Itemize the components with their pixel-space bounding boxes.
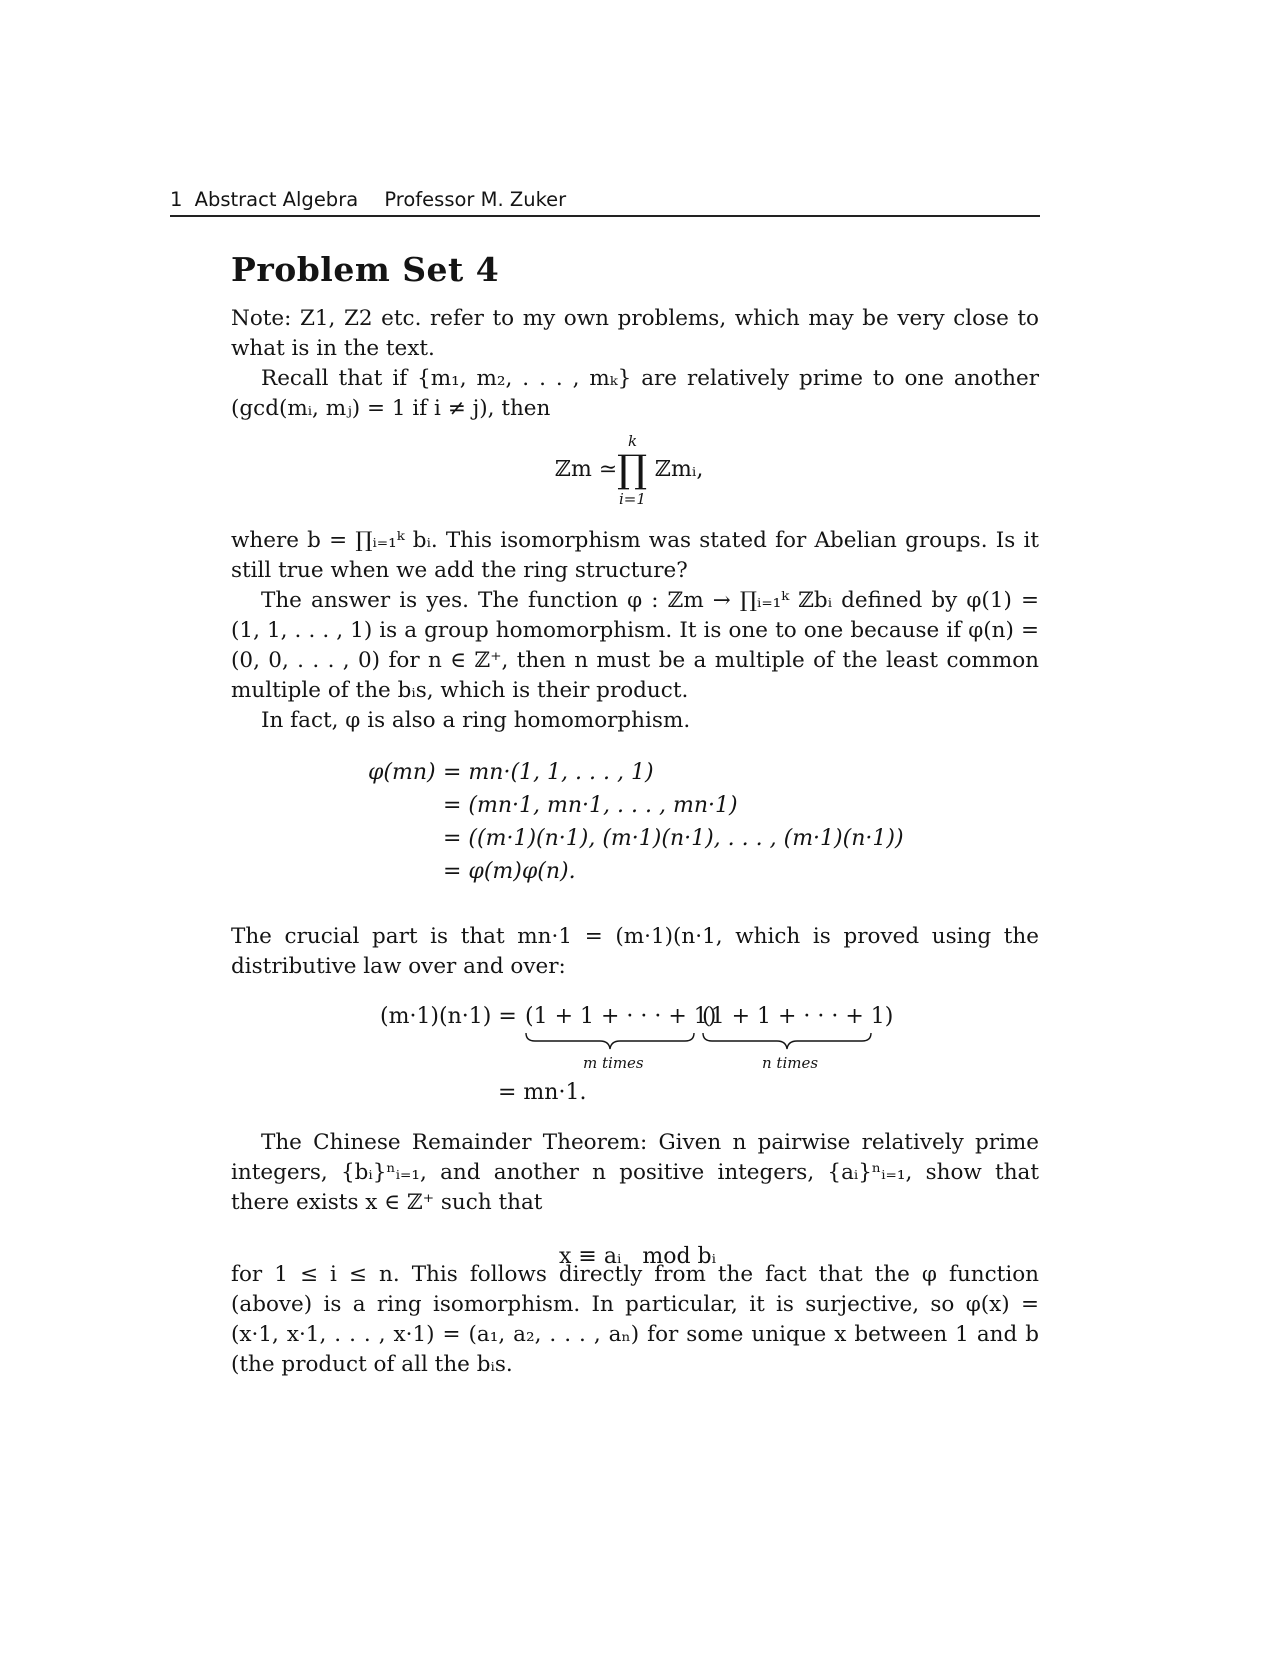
crucial-paragraph: The crucial part is that mn·1 = (m·1)(n·1, which is proved using the distributive law over and over: bbox=[231, 924, 1039, 979]
answer-block bbox=[231, 526, 1039, 736]
crt-paragraph: The Chinese Remainder Theorem: Given n pairwise relatively prime integers, {bᵢ}ⁿᵢ₌₁, and another n positive integers, {aᵢ}ⁿᵢ₌₁, show that there exists x ∈ ℤ⁺ such that bbox=[231, 1130, 1039, 1215]
final-paragraph: for 1 ≤ i ≤ n. This follows directly from the fact that the φ function (above) is a ring isomorphism. In particular, it is surjective, so φ(x) = (x·1, x·1, . . . , x·1) = (a₁, a₂, . . . , aₙ) for some unique x between 1 and b (the product of all the bᵢs. bbox=[231, 1262, 1039, 1377]
page-title: Problem Set 4 bbox=[231, 250, 500, 289]
distributive-lhs: (m·1)(n·1) = bbox=[380, 1004, 517, 1029]
where-paragraph: where b = ∏ᵢ₌₁ᵏ bᵢ. This isomorphism was stated for Abelian groups. Is it still true when we add the ring structure? bbox=[231, 528, 1039, 583]
product-lower-limit: i=1 bbox=[619, 490, 646, 508]
repeated-sum-n: (1 + 1 + · · · + 1) bbox=[702, 1004, 894, 1029]
product-symbol: ∏ bbox=[617, 447, 648, 491]
equation-rhs: ℤmᵢ, bbox=[655, 457, 704, 482]
underbrace-label-m: m times bbox=[583, 1054, 644, 1072]
crt-block bbox=[231, 1128, 1039, 1218]
page-number: 1 bbox=[170, 188, 183, 211]
derivation-lhs: φ(mn) bbox=[368, 760, 436, 785]
header-rule bbox=[170, 215, 1040, 217]
answer-paragraph: The answer is yes. The function φ : ℤm → ∏ᵢ₌₁ᵏ ℤbᵢ defined by φ(1) = (1, 1, . . . , 1) is a group homomorphism. It is one to one because if φ(n) = (0, 0, . . . , 0) for n ∈ ℤ⁺, then n must be a multiple of the least common multiple of the bᵢs, which is their product. bbox=[231, 588, 1039, 703]
derivation-line: = φ(m)φ(n). bbox=[443, 859, 576, 884]
underbrace-label-n: n times bbox=[762, 1054, 819, 1072]
equation-product-iso bbox=[555, 432, 755, 512]
derivation-line: = ((m·1)(n·1), (m·1)(n·1), . . . , (m·1)(n·1)) bbox=[443, 826, 904, 851]
final-block bbox=[231, 1260, 1039, 1380]
aligned-derivation bbox=[368, 760, 928, 890]
distributive-result: = mn·1. bbox=[498, 1080, 587, 1105]
crucial-block bbox=[231, 922, 1039, 982]
underbrace-n bbox=[702, 1032, 872, 1050]
recall-paragraph: Recall that if {m₁, m₂, . . . , mₖ} are relatively prime to one another (gcd(mᵢ, mⱼ) = 1 if i ≠ j), then bbox=[231, 366, 1039, 421]
equation-lhs: ℤm ≃ bbox=[555, 457, 618, 482]
course-title: Abstract Algebra bbox=[194, 188, 359, 211]
derivation-line: = (mn·1, mn·1, . . . , mn·1) bbox=[443, 793, 738, 818]
running-header bbox=[170, 188, 1040, 211]
intro-block bbox=[231, 304, 1039, 424]
repeated-sum-m: (1 + 1 + · · · + 1) bbox=[525, 1004, 717, 1029]
product-upper-limit: k bbox=[628, 432, 638, 450]
professor-name: Professor M. Zuker bbox=[384, 188, 567, 211]
congruence-text: x ≡ aᵢ mod bᵢ bbox=[559, 1244, 717, 1269]
note-paragraph: Note: Z1, Z2 etc. refer to my own problems, which may be very close to what is in the text. bbox=[231, 306, 1039, 361]
equation-distributive bbox=[380, 1004, 900, 1114]
ring-hom-paragraph: In fact, φ is also a ring homomorphism. bbox=[261, 708, 691, 733]
underbrace-m bbox=[525, 1032, 695, 1050]
derivation-line: = mn·(1, 1, . . . , 1) bbox=[443, 760, 654, 785]
